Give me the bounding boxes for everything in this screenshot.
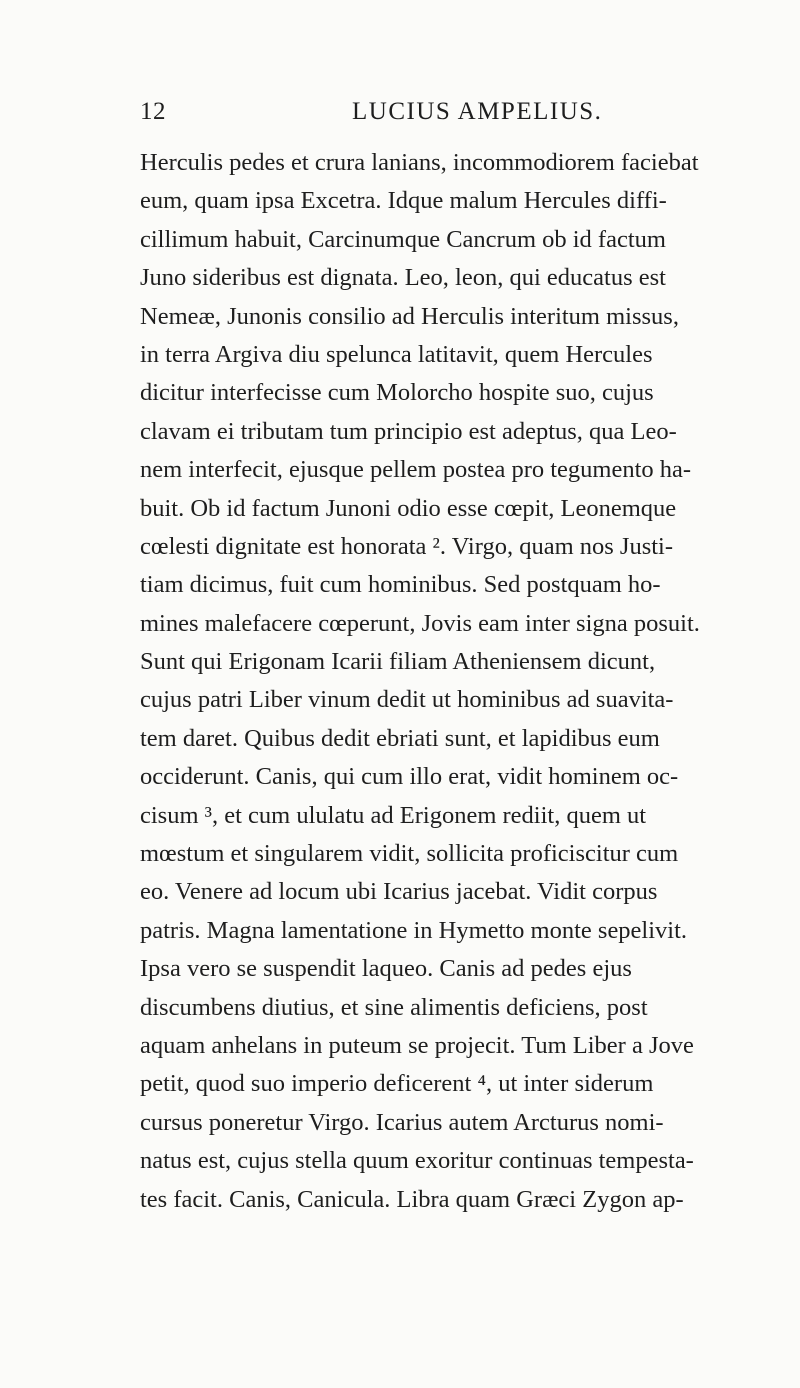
text-line: eum, quam ipsa Excetra. Idque malum Hercules diffi- bbox=[140, 187, 667, 215]
text-line: Herculis pedes et crura lanians, incommodiorem faciebat bbox=[140, 149, 699, 176]
text-line: mœstum et singularem vidit, sollicita proficiscitur cum bbox=[140, 840, 679, 868]
text-line: discumbens diutius, et sine alimentis deficiens, post bbox=[140, 993, 648, 1021]
text-line: petit, quod suo imperio deficerent ⁴, ut inter siderum bbox=[140, 1070, 654, 1098]
text-line: natus est, cujus stella quum exoritur continuas tempesta- bbox=[140, 1147, 694, 1175]
text-line: mines malefacere cœperunt, Jovis eam inter signa posuit. bbox=[140, 609, 700, 637]
page-header bbox=[140, 98, 760, 138]
text-line: Juno sideribus est dignata. Leo, leon, qui educatus est bbox=[140, 264, 666, 292]
text-line: Nemeæ, Junonis consilio ad Herculis interitum missus, bbox=[140, 302, 679, 330]
text-line: patris. Magna lamentatione in Hymetto monte sepelivit. bbox=[140, 916, 688, 944]
text-line: Ipsa vero se suspendit laqueo. Canis ad pedes ejus bbox=[140, 955, 632, 983]
page-number: 12 bbox=[140, 98, 166, 125]
text-line: cillimum habuit, Carcinumque Cancrum ob id factum bbox=[140, 225, 666, 253]
text-line: nem interfecit, ejusque pellem postea pro tegumento ha- bbox=[140, 456, 692, 484]
text-line: dicitur interfecisse cum Molorcho hospite suo, cujus bbox=[140, 379, 654, 407]
text-line: tem daret. Quibus dedit ebriati sunt, et lapidibus eum bbox=[140, 724, 660, 752]
text-line: cœlesti dignitate est honorata ². Virgo, quam nos Justi- bbox=[140, 532, 674, 560]
text-line: cujus patri Liber vinum dedit ut hominibus ad suavita- bbox=[140, 686, 674, 714]
text-line: clavam ei tributam tum principio est adeptus, qua Leo- bbox=[140, 417, 677, 445]
running-title: LUCIUS AMPELIUS. bbox=[352, 98, 603, 125]
text-line: Sunt qui Erigonam Icarii filiam Atheniensem dicunt, bbox=[140, 648, 656, 676]
text-line: eo. Venere ad locum ubi Icarius jacebat. Vidit corpus bbox=[140, 878, 658, 906]
text-line: tes facit. Canis, Canicula. Libra quam Græci Zygon ap- bbox=[140, 1185, 684, 1213]
text-line: cursus poneretur Virgo. Icarius autem Arcturus nomi- bbox=[140, 1108, 664, 1136]
text-line: tiam dicimus, fuit cum hominibus. Sed postquam ho- bbox=[140, 571, 661, 599]
text-line: occiderunt. Canis, qui cum illo erat, vidit hominem oc- bbox=[140, 763, 679, 791]
text-line: cisum ³, et cum ululatu ad Erigonem rediit, quem ut bbox=[140, 801, 647, 829]
text-line: in terra Argiva diu spelunca latitavit, quem Hercules bbox=[140, 340, 653, 368]
text-line: aquam anhelans in puteum se projecit. Tum Liber a Jove bbox=[140, 1031, 694, 1059]
body-text bbox=[140, 144, 765, 1219]
text-line: buit. Ob id factum Junoni odio esse cœpit, Leonemque bbox=[140, 494, 677, 522]
